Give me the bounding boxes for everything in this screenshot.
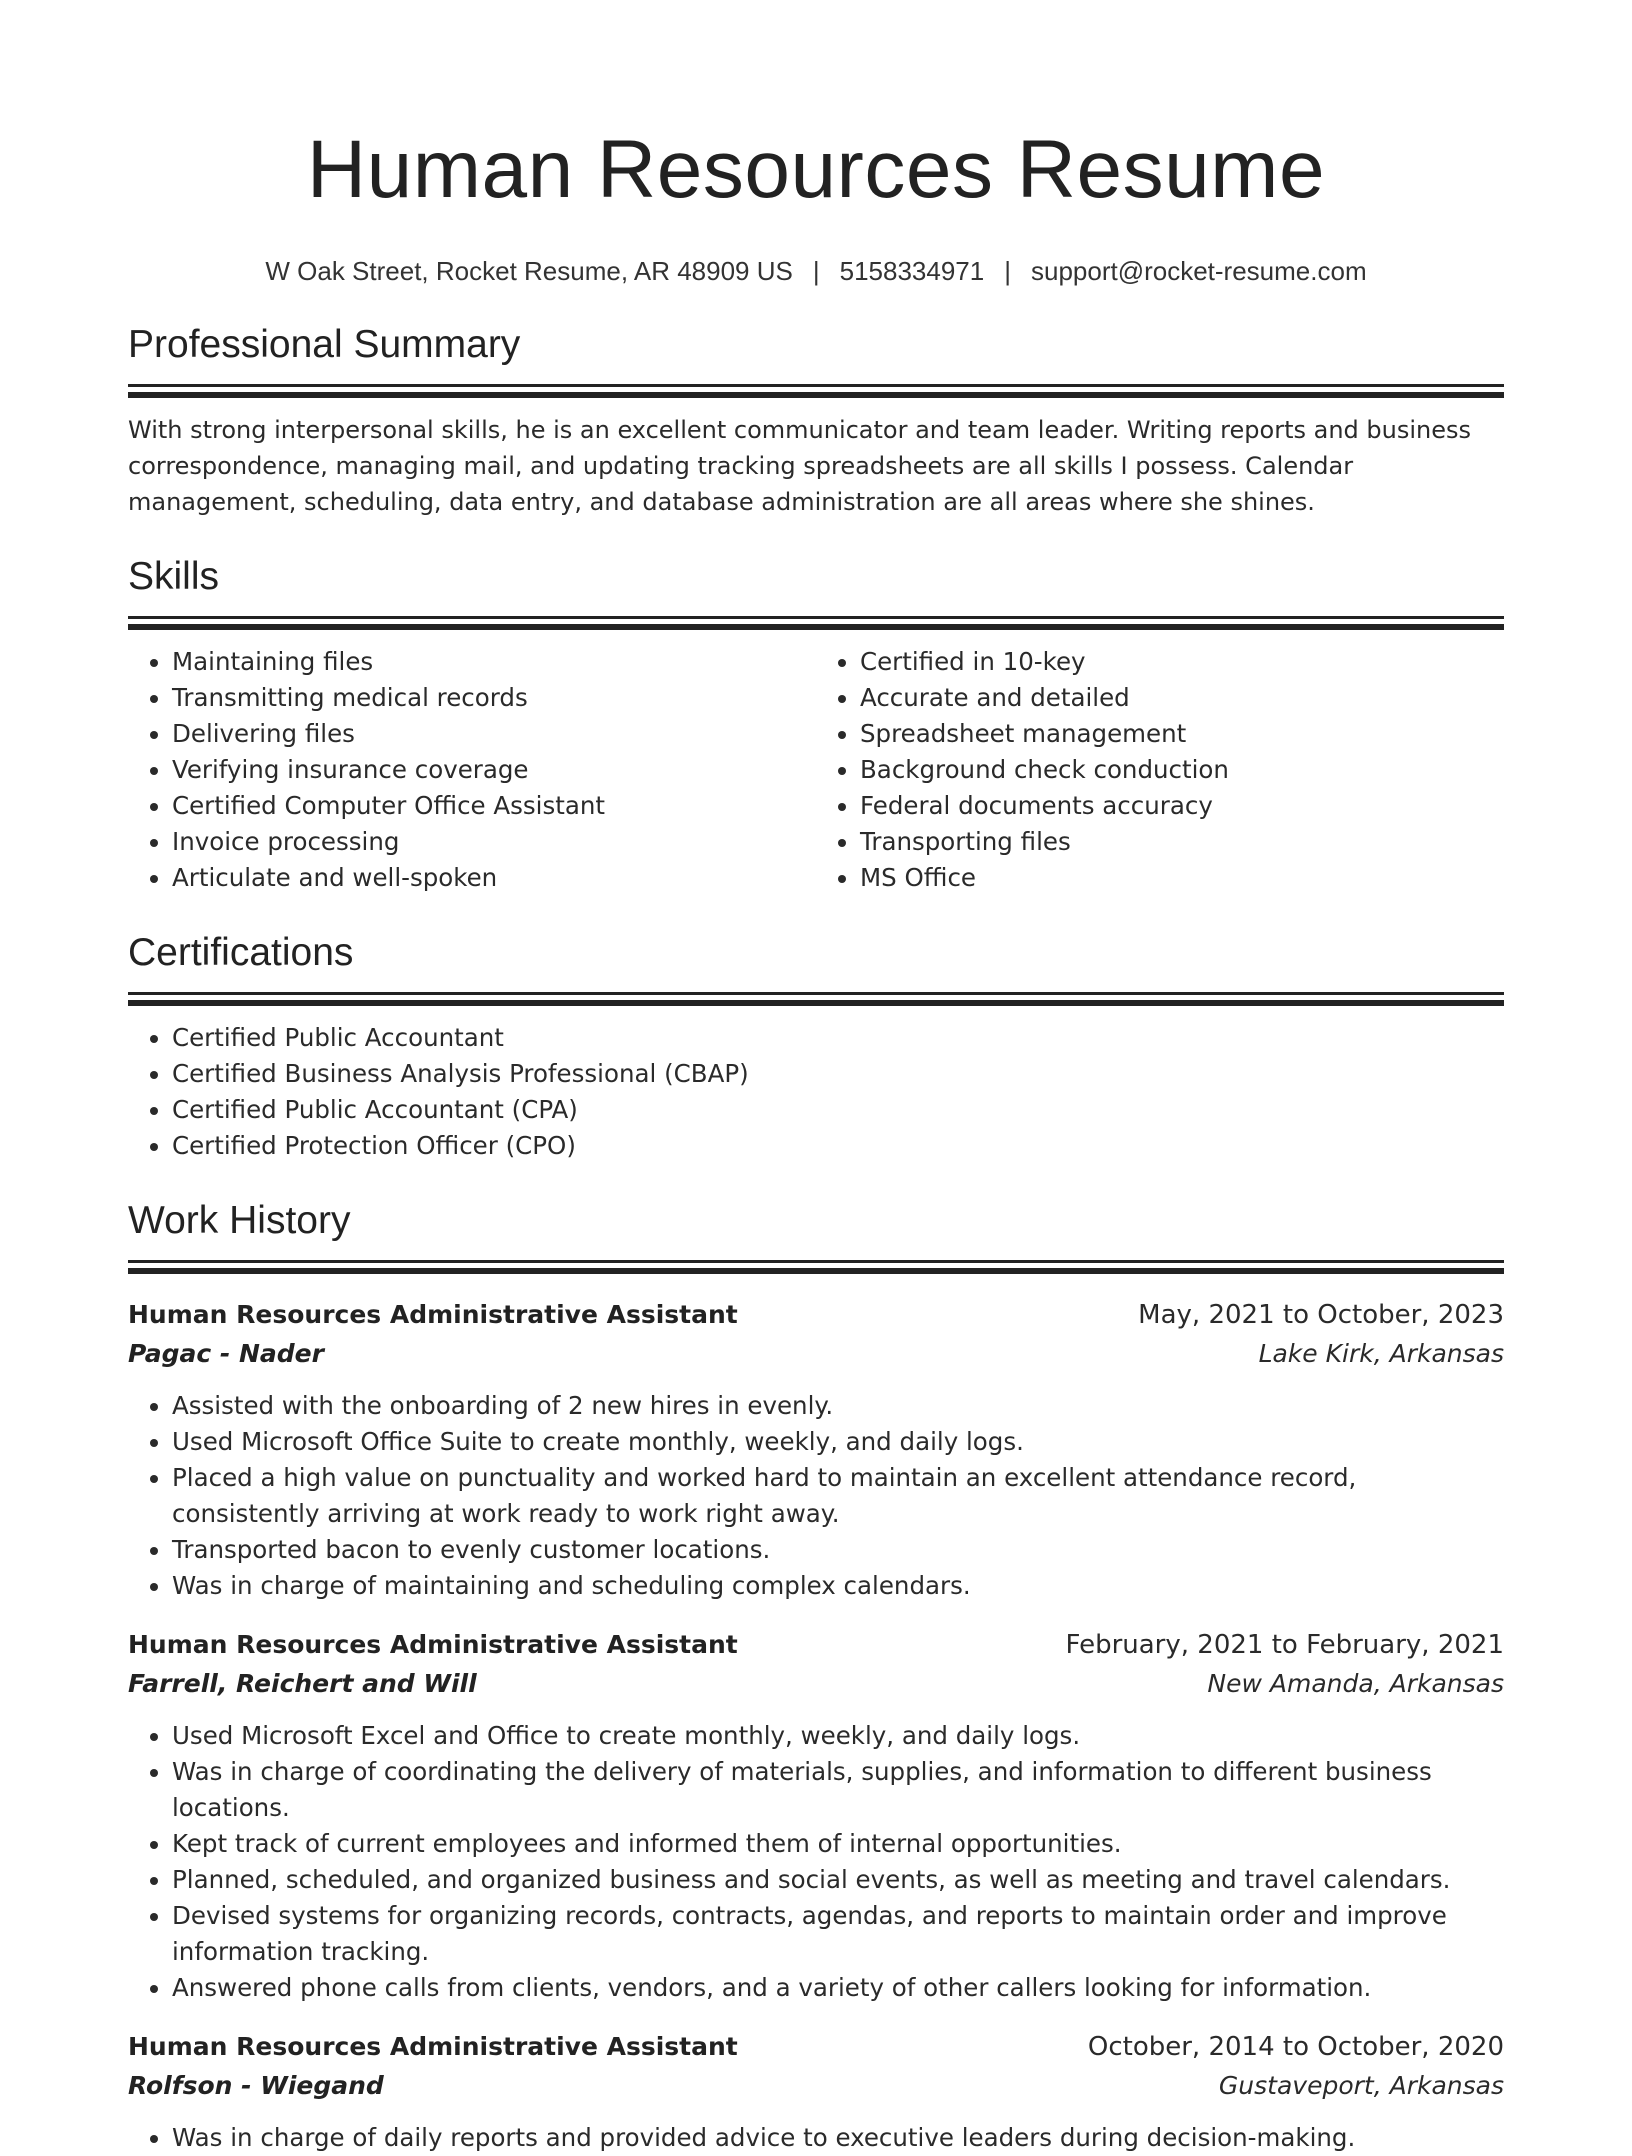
- skill-item: • Transmitting medical records: [172, 680, 816, 716]
- job-bullets: [128, 2120, 1504, 2156]
- section-title-work-history: Work History: [128, 1199, 351, 1242]
- job-bullet: • Devised systems for organizing records, contracts, agendas, and reports to maintain order and improve information tracking.: [172, 1898, 1504, 1970]
- section-divider: [128, 992, 1504, 995]
- skills-left-column: [128, 644, 816, 896]
- section-work-history: [128, 1196, 1504, 2156]
- job-bullets: [128, 1718, 1504, 2006]
- job-bullets: [128, 1388, 1504, 1604]
- job-bullet: • Was in charge of maintaining and scheduling complex calendars.: [172, 1568, 1504, 1604]
- job-bullet: • Was in charge of coordinating the delivery of materials, supplies, and information to different business locations.: [172, 1754, 1504, 1826]
- contact-line: [128, 254, 1504, 288]
- section-divider: [128, 1000, 1504, 1006]
- contact-email: support@rocket-resume.com: [1030, 256, 1367, 286]
- job-company: Pagac - Nader: [128, 1339, 324, 1368]
- skill-item: • Accurate and detailed: [860, 680, 1504, 716]
- contact-phone: 5158334971: [839, 256, 985, 286]
- skills-columns: [128, 644, 1504, 896]
- skill-item: • Maintaining files: [172, 644, 816, 680]
- certifications-list: [128, 1020, 1504, 1164]
- certification-item: • Certified Public Accountant (CPA): [172, 1092, 1504, 1128]
- section-divider: [128, 1268, 1504, 1274]
- job-header-row: [128, 1626, 1504, 1664]
- job-entry: [128, 1296, 1504, 1604]
- certification-item: • Certified Public Accountant: [172, 1020, 1504, 1056]
- job-location: New Amanda, Arkansas: [1207, 1669, 1504, 1698]
- job-company: Farrell, Reichert and Will: [128, 1669, 477, 1698]
- section-divider: [128, 1260, 1504, 1263]
- contact-separator: |: [1004, 256, 1011, 286]
- job-bullet: • Answered phone calls from clients, vendors, and a variety of other callers looking for information.: [172, 1970, 1504, 2006]
- section-divider: [128, 624, 1504, 630]
- job-bullet: • Planned, scheduled, and organized business and social events, as well as meeting and travel calendars.: [172, 1862, 1504, 1898]
- skill-item: • Articulate and well-spoken: [172, 860, 816, 896]
- job-subheader-row: [128, 2066, 1504, 2106]
- skill-item: • Federal documents accuracy: [860, 788, 1504, 824]
- certifications-block: [128, 1020, 1504, 1164]
- skills-list-right: [816, 644, 1504, 896]
- skill-item: • Delivering files: [172, 716, 816, 752]
- skill-item: • Certified in 10-key: [860, 644, 1504, 680]
- job-bullet: • Transported bacon to evenly customer locations.: [172, 1532, 1504, 1568]
- skill-item: • MS Office: [860, 860, 1504, 896]
- skills-list-left: [128, 644, 816, 896]
- job-bullet: • Placed a high value on punctuality and worked hard to maintain an excellent attendance record, consistently arriving at work ready to work right away.: [172, 1460, 1504, 1532]
- section-title-skills: Skills: [128, 555, 220, 598]
- job-bullet: • Kept track of current employees and informed them of internal opportunities.: [172, 1826, 1504, 1862]
- contact-separator: |: [812, 256, 820, 286]
- job-bullet: • Used Microsoft Excel and Office to create monthly, weekly, and daily logs.: [172, 1718, 1504, 1754]
- section-title-summary: Professional Summary: [128, 323, 521, 366]
- skill-item: • Certified Computer Office Assistant: [172, 788, 816, 824]
- job-header-row: [128, 2028, 1504, 2066]
- job-location: Gustaveport, Arkansas: [1218, 2071, 1504, 2100]
- skill-item: • Transporting files: [860, 824, 1504, 860]
- certification-item: • Certified Protection Officer (CPO): [172, 1128, 1504, 1164]
- job-company: Rolfson - Wiegand: [128, 2071, 384, 2100]
- certification-item: • Certified Business Analysis Professional (CBAP): [172, 1056, 1504, 1092]
- job-title: Human Resources Administrative Assistant: [128, 1630, 738, 1659]
- summary-text: With strong interpersonal skills, he is an excellent communicator and team leader. Writing reports and business correspondence, managing mail, and updating tracking spreadsheets are all skills I possess. Calendar management, scheduling, data entry, and database administration are all areas where she shines.: [128, 416, 1471, 516]
- contact-address: W Oak Street, Rocket Resume, AR 48909 US: [265, 256, 793, 286]
- section-divider: [128, 392, 1504, 398]
- job-dates: February, 2021 to February, 2021: [1065, 1630, 1504, 1660]
- job-header-row: [128, 1296, 1504, 1334]
- skill-item: • Verifying insurance coverage: [172, 752, 816, 788]
- skill-item: • Spreadsheet management: [860, 716, 1504, 752]
- section-divider: [128, 384, 1504, 387]
- section-certifications: [128, 928, 1504, 1164]
- skills-right-column: [816, 644, 1504, 896]
- job-subheader-row: [128, 1664, 1504, 1704]
- job-dates: October, 2014 to October, 2020: [1087, 2032, 1504, 2062]
- section-divider: [128, 616, 1504, 619]
- resume-title: Human Resources Resume: [306, 124, 1326, 215]
- skill-item: • Background check conduction: [860, 752, 1504, 788]
- job-dates: May, 2021 to October, 2023: [1138, 1300, 1504, 1330]
- job-entry: [128, 1626, 1504, 2006]
- job-title: Human Resources Administrative Assistant: [128, 1300, 738, 1329]
- job-location: Lake Kirk, Arkansas: [1258, 1339, 1504, 1368]
- job-bullet: • Was in charge of daily reports and provided advice to executive leaders during decision-making.: [172, 2120, 1504, 2156]
- section-summary: [128, 320, 1504, 520]
- job-entry: [128, 2028, 1504, 2156]
- job-bullet: • Assisted with the onboarding of 2 new hires in evenly.: [172, 1388, 1504, 1424]
- section-title-certifications: Certifications: [128, 931, 354, 974]
- section-skills: [128, 552, 1504, 896]
- job-subheader-row: [128, 1334, 1504, 1374]
- skill-item: • Invoice processing: [172, 824, 816, 860]
- job-title: Human Resources Administrative Assistant: [128, 2032, 738, 2061]
- job-bullet: • Used Microsoft Office Suite to create monthly, weekly, and daily logs.: [172, 1424, 1504, 1460]
- resume-page: [128, 0, 1504, 2156]
